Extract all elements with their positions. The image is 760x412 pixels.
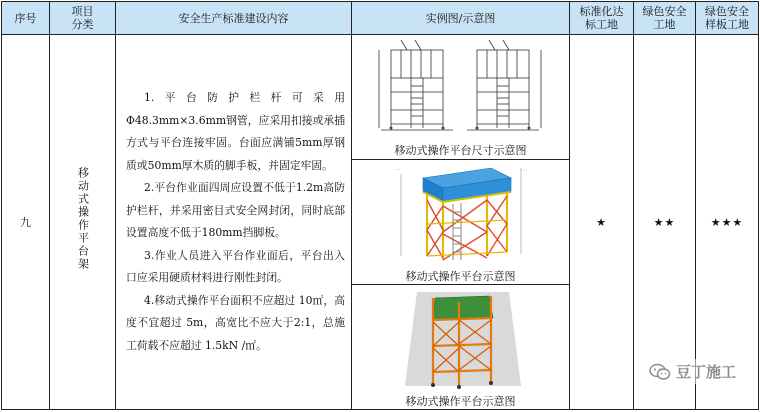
row-category: 移动式操作平台架 [50,35,116,410]
header-std-site: 标准化达标工地 [570,2,634,35]
watermark-text: 豆丁施工 [675,363,736,381]
wechat-icon [649,363,671,381]
header-seq: 序号 [2,2,50,35]
image-cell-1 [352,35,570,160]
stars-model-site: ★★★ [696,35,759,410]
caption-render-orange: 移动式操作平台示意图 [405,394,516,408]
row-content [116,35,352,410]
spec-table [1,1,759,410]
platform-render-blue [361,160,561,264]
caption-render-blue: 移动式操作平台示意图 [405,270,516,283]
stars-green-site: ★★ [634,35,696,410]
stars-std-site: ★ [570,35,634,410]
content-paragraph-2: 2.平台作业面四周应设置不低于1.2m高防护栏杆，并采用密目式安全网封闭，同时底部设置高度不低于180mm挡脚板。 [126,181,345,239]
caption-dimension-drawing: 移动式操作平台尺寸示意图 [394,144,527,157]
platform-dimension-drawing [371,36,551,138]
header-content: 安全生产标准建设内容 [116,2,352,35]
content-paragraph-1: 1.平台防护栏杆可采用Φ48.3mm×3.6mm钢管，应采用扣接或承插方式与平台连接牢固。台面应满铺5mm厚钢质或50mm厚木质的脚手板，并固定牢固。 [126,91,345,172]
image-cell-2 [352,160,570,285]
header-model-site: 绿色安全样板工地 [696,2,759,35]
content-paragraph-3: 3.作业人员进入平台作业面后，平台出入口应采用硬质材料进行刚性封闭。 [126,248,345,284]
row-seq: 九 [2,35,50,410]
header-image: 实例图/示意图 [352,2,570,35]
header-green-site: 绿色安全工地 [634,2,696,35]
svg-text:···: ··· [522,168,527,173]
content-paragraph-4: 4.移动式操作平台面积不应超过 10㎡，高度不宜超过 5m，高宽比不应大于2:1，总施工荷载不应超过 1.5kN /㎡。 [126,293,345,352]
header-category: 项目分类 [50,2,116,35]
platform-render-orange [361,286,561,389]
watermark [645,359,740,384]
image-cell-3 [352,285,570,410]
svg-text:····: ···· [394,167,400,172]
